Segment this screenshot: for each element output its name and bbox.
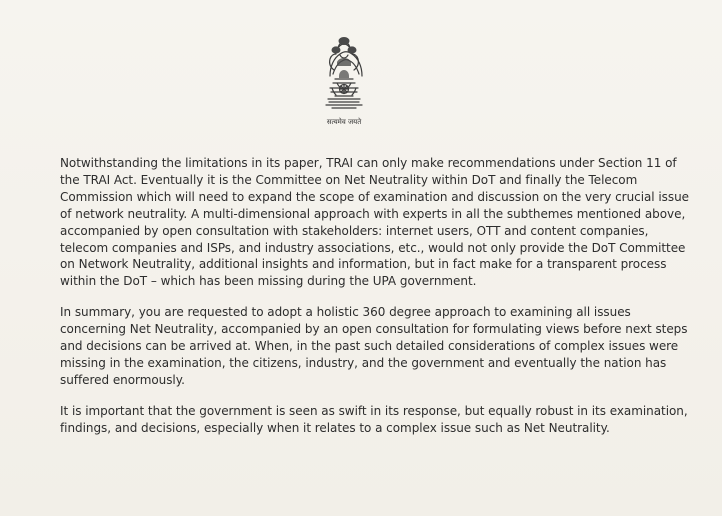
paragraph-3: It is important that the government is seen as swift in its response, but equally robust in its examination, findings, and decisions, especially when it relates to a complex issue such as Net Neutrality. [60,403,688,435]
emblem [312,28,376,130]
paragraph-1: Notwithstanding the limitations in its paper, TRAI can only make recommendations under Section 11 of the TRAI Act. Eventually it is the Committee on Net Neutrality within DoT and finally the Telecom Commission which will need to expand the scope of examination and discussion on the very crucial issue of network neutrality. A multi-dimensional approach with experts in all the subthemes mentioned above, accompanied by open consultation with stakeholders: internet users, OTT and content companies, telecom companies and ISPs, and industry associations, etc., would not only provide the DoT Committee on Network Neutrality, additional insights and information, but in fact make for a transparent process within the DoT – which has been missing during the UPA government. [60,156,690,289]
paragraph-2: In summary, you are requested to adopt a holistic 360 degree approach to examining all issues concerning Net Neutrality, accompanied by an open consultation for formulating views before next steps and decisions can be arrived at. When, in the past such detailed considerations of complex issues were missing in the examination, the citizens, industry, and the government and eventually the nation has suffered enormously. [60,305,688,387]
emblem-motto: सत्यमेव जयते [326,118,362,126]
national-emblem-icon [312,28,376,116]
letter-body [60,155,694,437]
